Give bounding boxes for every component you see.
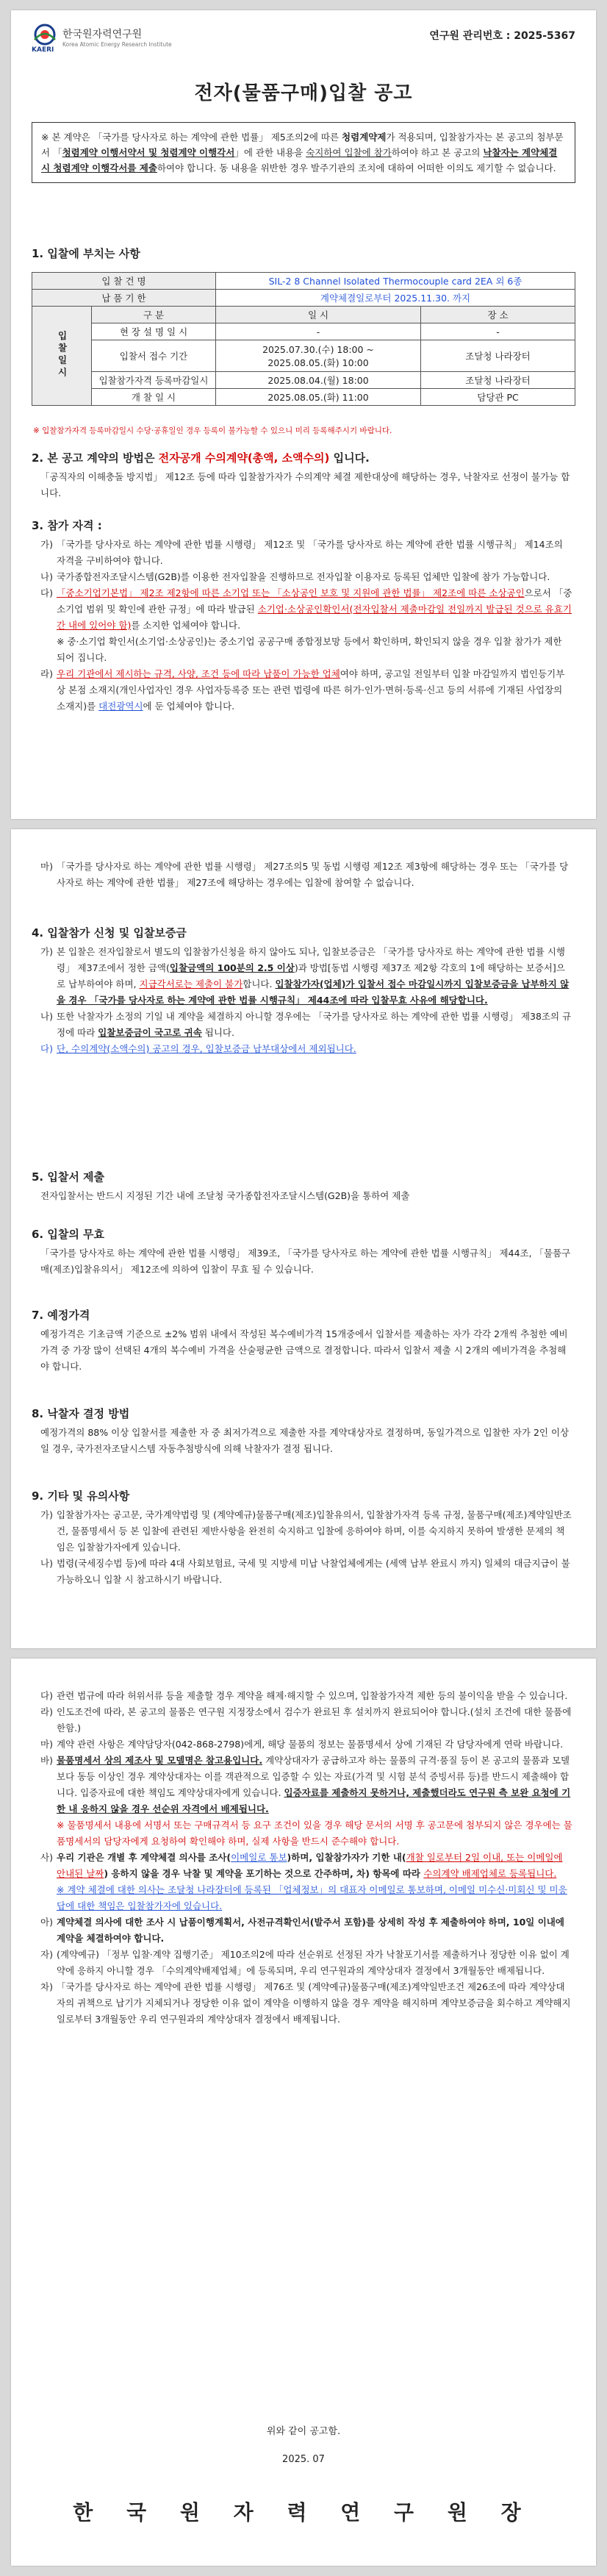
kaeri-logo-icon [32,24,58,46]
list-text-red: 개찰 일로부터 2일 이내, 또는 이메일에 안내된 날짜 [57,1852,563,1879]
list-note-blue: ※ 계약 체결에 대한 의사는 조달청 나라장터에 등록된 「업체정보」의 대표자 이메일로 통보하며, 이메일 미수신·미회신 및 미응답에 대한 책임은 입찰참가자에 있습니다. [57,1884,567,1911]
closing-date: 2025. 07 [282,2454,325,2465]
submission-start: 2025.07.30.(수) 18:00 ~ [262,344,374,355]
page-header [32,22,575,63]
section-7-heading: 7. 예정가격 [32,1309,90,1322]
list-text-blue: 대전광역시 [98,701,143,712]
list-text: 를 소지한 업체여야 합니다. [131,620,241,631]
list-text: 계약상대자가 공급하고자 하는 물품의 규격·품질 등이 본 공고의 물품과 모델보다 동등 이상인 경우 계약상대자는 이를 객관적으로 입증할 수 있는 자료(가격 및 시험 분석 증빙서류 등)를 반드시 제출해야 합니다. 입증자료에 대한 책임도 계약상대자에게 있습니다. [57,1755,570,1798]
list-text: 인도조건에 따라, 본 공고의 물품은 연구원 지정장소에서 검수가 완료된 후 설치까지 완료되어야 합니다.(설치 조건에 대한 물품에 한함.) [57,1706,572,1734]
list-text: 에 둔 업체여야 합니다. [143,701,235,712]
integrity-notice-box [32,122,575,183]
notice-text-bold: 청렴계약 이행서약서 및 청렴계약 이행각서 [62,147,235,158]
notice-text: 가 적용되며, 입찰참가자는 본 공고의 첨부문서 「 [41,132,564,158]
list-item [40,569,572,585]
registration-note: ※ 입찰참가자격 등록마감일시 수당·공휴일인 경우 등록이 불가능할 수 있으니 미리 등록해주시기 바랍니다. [33,426,392,435]
list-text-bold: ) 응하지 않을 경우 낙찰 및 계약을 포기하는 것으로 간주하며, 차) 항목에 따라 [104,1868,424,1879]
issuer-name: 한 국 원 자 력 연 구 원 장 [73,2500,534,2525]
list-item [40,537,572,569]
list-marker: 가) [40,1509,53,1520]
notice-text-underline: 숙지하여 입찰에 참가 [306,147,392,158]
section-2-heading-end: 입니다. [329,451,370,465]
row-registration-date: 2025.08.04.(월) 18:00 [216,372,421,389]
list-text: 계약 관련 사항은 계약담당자(042-868-2798)에게, 해당 물품의 정보는 물품명세서 상에 기재된 각 담당자에게 연락 바랍니다. [57,1739,564,1750]
section-9-body [40,1507,572,1588]
list-item [40,1704,572,1736]
contract-method: 전자공개 수의계약(총액, 소액수의) [158,451,330,465]
col-place: 장 소 [421,307,575,323]
logo-abbr: KAERI [32,46,54,54]
section-6-body: 「국가를 당사자로 하는 계약에 관한 법률 시행령」 제39조, 「국가를 당사자로 하는 계약에 관한 법률 시행규칙」 제44조, 「물품구매(제조)입찰유의서」 제12조에 의하여 입찰이 무효 될 수 있습니다. [40,1248,571,1275]
section-7-body: 예정가격은 기초금액 기준으로 ±2% 범위 내에서 작성된 복수예비가격 15개중에서 입찰서를 제출하는 자가 각각 2개씩 추첨한 예비가격 중 가장 많이 선택된 4개의 복수예비 가격을 산술평균한 금액으로 결정합니다. 따라서 입찰서 제출 시 2개의 예비가격을 추첨해야 합니다. [40,1328,568,1372]
list-text: 입찰참가자는 공고문, 국가계약법령 및 (계약예규)물품구매(제조)입찰유의서, 입찰참가자격 등록 규정, 물품구매(제조)계약일반조건, 물품명세서 등 본 입찰에 관련된 제반사항을 완전히 숙지하고 입찰에 응하여야 하며, 이를 숙지하지 못하여 발생한 문제의 책임은 입찰참가자에게 있습니다. [57,1509,572,1553]
list-text: 국가종합전자조달시스템(G2B)를 이용한 전자입찰을 진행하므로 전자입찰 이용자로 등록된 업체만 입찰에 참가 가능합니다. [57,571,550,582]
bid-schedule-side-label [32,307,92,406]
list-marker: 다) [40,1690,53,1701]
notice-text: 하여야 합니다. 동 내용을 위반한 경우 발주기관의 조치에 대하여 어떠한 이의도 제기할 수 없습니다. [157,162,556,173]
row-registration-place: 조달청 나라장터 [421,372,575,389]
list-note-red: ※ 물품명세서 내용에 서명서 또는 구매규격서 등 요구 조건이 있을 경우 해당 문서의 서명 후 공고문에 첨부되지 않은 경우에는 물품명세서의 담당자에게 요청하여 확인해야 하며, 실제 사항을 반드시 준수해야 합니다. [57,1820,572,1847]
list-marker: 나) [40,571,53,582]
list-text: )과 방법[동법 시행령 제37조 제2항 각호의 1에 해당하는 보증서]으로 납부하여야 하며, [57,962,565,990]
list-item [40,1736,572,1753]
row-opening-place: 담당관 PC [421,389,575,406]
list-text: 으로서 「중소기업 범위 및 확인에 관한 규정」에 따라 발급된 [57,587,572,615]
list-text-blue: 이메일로 통보 [231,1852,287,1863]
list-marker: 다) [40,1043,53,1054]
section-2-body: 「공직자의 이해충돌 방지법」 제12조 등에 따라 입찰참가자가 수의계약 체결 제한대상에 해당하는 경우, 낙찰자로 선정이 불가능 합니다. [40,471,570,498]
list-text-bold: 우리 기관은 개별 후 계약체결 의사를 조사( [57,1852,231,1863]
list-text-red: 소기업·소상공인확인서(전자입찰서 제출마감일 전일까지 발급된 것으로 유효기간 내에 있어야 함) [57,604,572,631]
page-title: 전자(물품구매)입찰 공고 [194,82,413,104]
bid-name-label: 입 찰 건 명 [32,273,216,290]
logo-org-name: 한국원자력연구원 [62,29,143,40]
list-text: 「국가를 당사자로 하는 계약에 관한 법률 시행령」 제27조의5 및 동법 시행령 제12조 제3항에 해당하는 경우 또는 「국가를 당사자로 하는 계약에 관한 법률」 제27조에 해당하는 경우에는 입찰에 참여할 수 없습니다. [57,861,569,888]
list-item-note [40,634,572,666]
row-opening-label: 개 찰 일 시 [92,389,216,406]
list-marker: 차) [40,1981,53,1992]
notice-text: 」에 관한 내용을 [234,147,306,158]
row-site-briefing-label: 현 장 설 명 일 시 [92,323,216,340]
section-6-heading: 6. 입찰의 무효 [32,1228,105,1241]
list-text-red: 수의계약 배제업체로 등록됩니다. [423,1868,557,1879]
bid-name-value: SIL-2 8 Channel Isolated Thermocouple card 2EA 외 6종 [216,273,575,290]
kaeri-logo [32,24,201,59]
list-marker: 바) [40,1755,53,1766]
row-site-briefing-date: - [216,323,421,340]
notice-text: ※ 본 계약은 「국가를 당사자로 하는 계약에 관한 법률」 제5조의2에 따른 [41,132,342,143]
list-marker: 마) [40,1739,53,1750]
list-item [40,1850,572,1882]
row-opening-date: 2025.08.05.(화) 11:00 [216,389,421,406]
section-8-heading: 8. 낙찰자 결정 방법 [32,1407,130,1420]
row-registration-label: 입찰참가자격 등록마감일시 [92,372,216,389]
notice-text-bold: 청렴계약제 [342,132,387,143]
list-text: 여야 하며, 공고일 전일부터 입찰 마감일까지 법인등기부상 본점 소재지(개인사업자인 경우 사업자등록증 또는 관련 법령에 따른 허가·인가·면허·등록·신고 등의 서류에 기재된 사업장의 소재지)를 [57,668,565,712]
section-3-continued [40,859,572,891]
list-text: 법령(국세징수법 등)에 따라 4대 사회보험료, 국세 및 지방세 미납 낙찰업체에게는 (세액 납부 완료시 까지) 일체의 대금지급이 불가능하오니 입찰 시 참고하시기 바랍니다. [57,1558,570,1585]
bid-info-table [32,272,575,406]
page-3 [11,1659,596,2566]
list-text-bold: )하며, 입찰참가자가 기한 내( [287,1852,406,1863]
list-marker: 나) [40,1011,53,1022]
section-9-heading: 9. 기타 및 유의사항 [32,1489,130,1503]
notice-text-bold: 낙찰자는 계약체결 시 청렴계약 이행각서를 제출 [41,147,558,173]
list-text: 「국가를 당사자로 하는 계약에 관한 법률 시행령」 제12조 및 「국가를 당사자로 하는 계약에 관한 법률 시행규칙」 제14조의 자격을 구비하여야 합니다. [57,539,563,566]
notice-text: 하여야 하고 본 공고의 [391,147,484,158]
list-item [40,1556,572,1588]
list-text-red: 지급각서로는 제출이 불가 [139,978,243,990]
list-text-red: 우리 기관에서 제시하는 규격, 사양, 조건 등에 따라 납품이 가능한 업체 [57,668,340,679]
section-8-body: 예정가격의 88% 이상 입찰서를 제출한 자 중 최저가격으로 제출한 자를 계약대상자로 결정하며, 동일가격으로 입찰한 자가 2인 이상일 경우, 국가전자조달시스템 자동추첨방식에 의해 낙찰자가 결정 됩니다. [40,1427,570,1454]
row-site-briefing-place: - [421,323,575,340]
list-text: 됩니다. [201,1027,234,1038]
list-marker: 자) [40,1949,53,1960]
list-note: ※ 중·소기업 확인서(소기업·소상공인)는 중소기업 공공구매 종합정보망 등에서 확인하며, 확인되지 않을 경우 입찰 참가가 제한 되어 집니다. [57,636,562,663]
list-text: 본 입찰은 전자입찰로서 별도의 입찰참가신청을 하지 않아도 되나, 입찰보증금은 「국가를 당사자로 하는 계약에 관한 법률 시행령」 제37조에서 정한 금액( [57,946,565,973]
row-submission-date [216,340,421,372]
list-item [40,1753,572,1817]
list-item [40,944,572,1009]
list-text: 또한 낙찰자가 소정의 기일 내 계약을 체결하지 아니할 경우에는 「국가를 당사자로 하는 계약에 관한 법률 시행령」 제38조의 규정에 따라 [57,1011,572,1038]
list-text-bold: 물품명세서 상의 제조사 및 모델명은 참고용입니다. [57,1755,263,1766]
col-division: 구 분 [92,307,216,323]
list-item [40,1041,572,1057]
list-marker: 다) [40,587,53,598]
list-text-bold: 입증자료를 제출하지 못하거나, 제출했더라도 연구원 측 보완 요청에 기한 내 응하지 않을 경우 선순위 자격에서 배제됩니다. [57,1787,571,1814]
list-text-bold: 계약체결 의사에 대한 조사 시 납품이행계획서, 사전규격확인서(발주서 포함)를 상세히 작성 후 제출하여야 하며, 10일 이내에 계약을 체결하여야 합니다. [57,1917,564,1944]
list-text-bold: 입찰보증금이 국고로 귀속 [98,1027,202,1038]
list-item [40,1688,572,1704]
list-item-note [40,1882,572,1914]
bid-schedule-side-text: 입찰일시 [57,330,68,379]
section-9-continued [40,1688,572,2028]
list-item [40,859,572,891]
section-3-heading: 3. 참가 자격 : [32,519,102,532]
due-date-label: 납 품 기 한 [32,290,216,307]
list-item [40,666,572,715]
page-2 [11,829,596,1648]
section-1-heading: 1. 입찰에 부치는 사항 [32,247,140,260]
list-marker: 나) [40,1558,53,1569]
closing-statement: 위와 같이 공고함. [266,2426,341,2437]
row-submission-place: 조달청 나라장터 [421,340,575,372]
list-text: 관련 법규에 따라 허위서류 등을 제출할 경우 계약을 해제·해지할 수 있으며, 입찰참가자격 제한 등의 불이익을 받을 수 있습니다. [57,1690,568,1701]
list-marker: 가) [40,539,53,550]
list-marker: 라) [40,1706,53,1717]
list-item [40,585,572,634]
due-date-value: 계약체결일로부터 2025.11.30. 까지 [216,290,575,307]
list-item [40,1507,572,1556]
col-datetime: 일 시 [216,307,421,323]
list-text: 합니다. [243,978,276,990]
logo-org-name-en: Korea Atomic Energy Research Institute [62,41,172,48]
list-marker: 라) [40,668,53,679]
list-text: (계약예규) 「정부 입찰·계약 집행기준」 제10조의2에 따라 선순위로 선정된 자가 낙찰포기서를 제출하거나 정당한 이유 없이 계약에 응하지 아니할 경우 「수의계약배제업체」에 등록되며, 우리 연구원과의 계약상대자 결정에서 3개월동안 배제됩니다. [57,1949,570,1976]
row-submission-label: 입찰서 접수 기간 [92,340,216,372]
list-text-bold: 입찰금액의 100분의 2.5 이상 [169,962,295,973]
list-item [40,1914,572,1947]
list-marker: 아) [40,1917,53,1928]
section-5-body: 전자입찰서는 반드시 지정된 기간 내에 조달청 국가종합전자조달시스템(G2B)을 통하여 제출 [40,1190,410,1201]
list-marker: 가) [40,946,53,957]
section-2-heading [32,450,575,465]
section-2-heading-text: 2. 본 공고 계약의 방법은 [32,451,159,465]
management-number: 연구원 관리번호 : 2025-5367 [429,30,575,42]
submission-end: 2025.08.05.(화) 10:00 [267,357,369,368]
section-4-heading: 4. 입찰참가 신청 및 입찰보증금 [32,926,187,940]
list-marker: 사) [40,1852,53,1863]
list-text-blue: 단, 수의계약(소액수의) 공고의 경우, 입찰보증금 납부대상에서 제외됩니다. [57,1043,356,1054]
list-text: 「국가를 당사자로 하는 계약에 관한 법률 시행령」 제76조 및 (계약예규)물품구매(제조)계약일반조건 제26조에 따라 계약상대자의 귀책으로 납기가 지체되거나 정당한 이유 없이 계약을 이행하지 않을 경우 계약을 해지하며 계약보증금을 회수하고 계약해지일로부터 3개월동안 우리 연구원과의 계약상대자 결정에서 배제됩니다. [57,1981,571,2025]
list-item [40,1947,572,1979]
list-text-red: 「중소기업기본법」 제2조 제2항에 따른 소기업 또는 「소상공인 보호 및 지원에 관한 법률」 제2조에 따른 소상공인 [57,587,525,598]
section-4-body [40,944,572,1057]
list-item-note [40,1817,572,1850]
list-item [40,1009,572,1041]
section-5-heading: 5. 입찰서 제출 [32,1170,105,1184]
list-text-bold: 입찰참가자(업체)가 입찰서 접수 마감일시까지 입찰보증금을 납부하지 않을 경우 「국가를 당사자로 하는 계약에 관한 법률 시행규칙」 제44조에 따라 입찰무효 사유에 해당합니다. [57,978,570,1006]
list-marker: 마) [40,861,53,872]
page-1 [11,10,596,819]
section-3-body [40,537,572,715]
list-item [40,1979,572,2028]
